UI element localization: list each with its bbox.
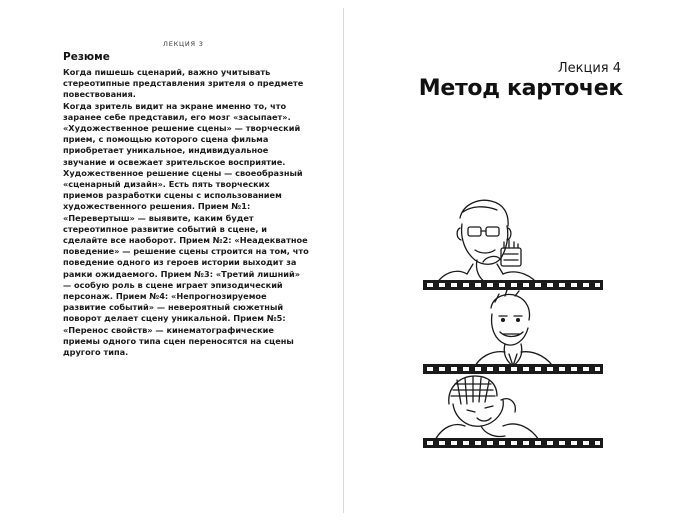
portrait-cap-man bbox=[435, 376, 539, 440]
portrait-smiling-man bbox=[473, 290, 555, 370]
chapter-title: Метод карточек bbox=[418, 76, 623, 101]
film-strip bbox=[423, 364, 603, 374]
lecture-label: Лекция 4 bbox=[557, 61, 621, 76]
film-strip-portraits-icon bbox=[405, 190, 620, 450]
running-head: ЛЕКЦИЯ 3 bbox=[163, 40, 204, 48]
summary-title: Резюме bbox=[63, 51, 110, 63]
film-strip bbox=[423, 280, 603, 290]
page-gutter bbox=[343, 8, 344, 513]
portrait-glasses-man bbox=[435, 200, 539, 286]
summary-paragraph: Когда пишешь сценарий, важно учитывать стереотипные представления зрителя о предмете повествования. bbox=[63, 67, 304, 100]
summary-body bbox=[63, 67, 311, 358]
summary-paragraph: Художественное решение сцены — своеобразный «сценарный дизайн». Есть пять творческих приемов разработки сцены с использованием художественного решения. Прием №1: «Перевертыш» — выявите, каким будет стереотипное развитие событий в сцене, и сделайте все наоборот. Прием №2: «Неадекватное поведение» — решение сцены строится на том, что поведение одного из героев истории выходит за рамки ожидаемого. Прием №3: «Третий лишний» — особую роль в сцене играет эпизодический персонаж. Прием №4: «Непрогнозируемое развитие событий» — невероятный сюжетный поворот делает сцену уникальной. Прием №5: «Перенос свойств» — кинематографические приемы одного типа сцен переносятся на сцены другого типа. bbox=[63, 167, 309, 358]
film-strip bbox=[423, 438, 603, 448]
summary-paragraph: Когда зритель видит на экране именно то, что заранее себе представил, его мозг «засыпает». «Художественное решение сцены» — творческий прием, с помощью которого сцена фильма приобретает уникальное, индивидуальное звучание и освежает зрительское восприятие. bbox=[63, 100, 301, 167]
